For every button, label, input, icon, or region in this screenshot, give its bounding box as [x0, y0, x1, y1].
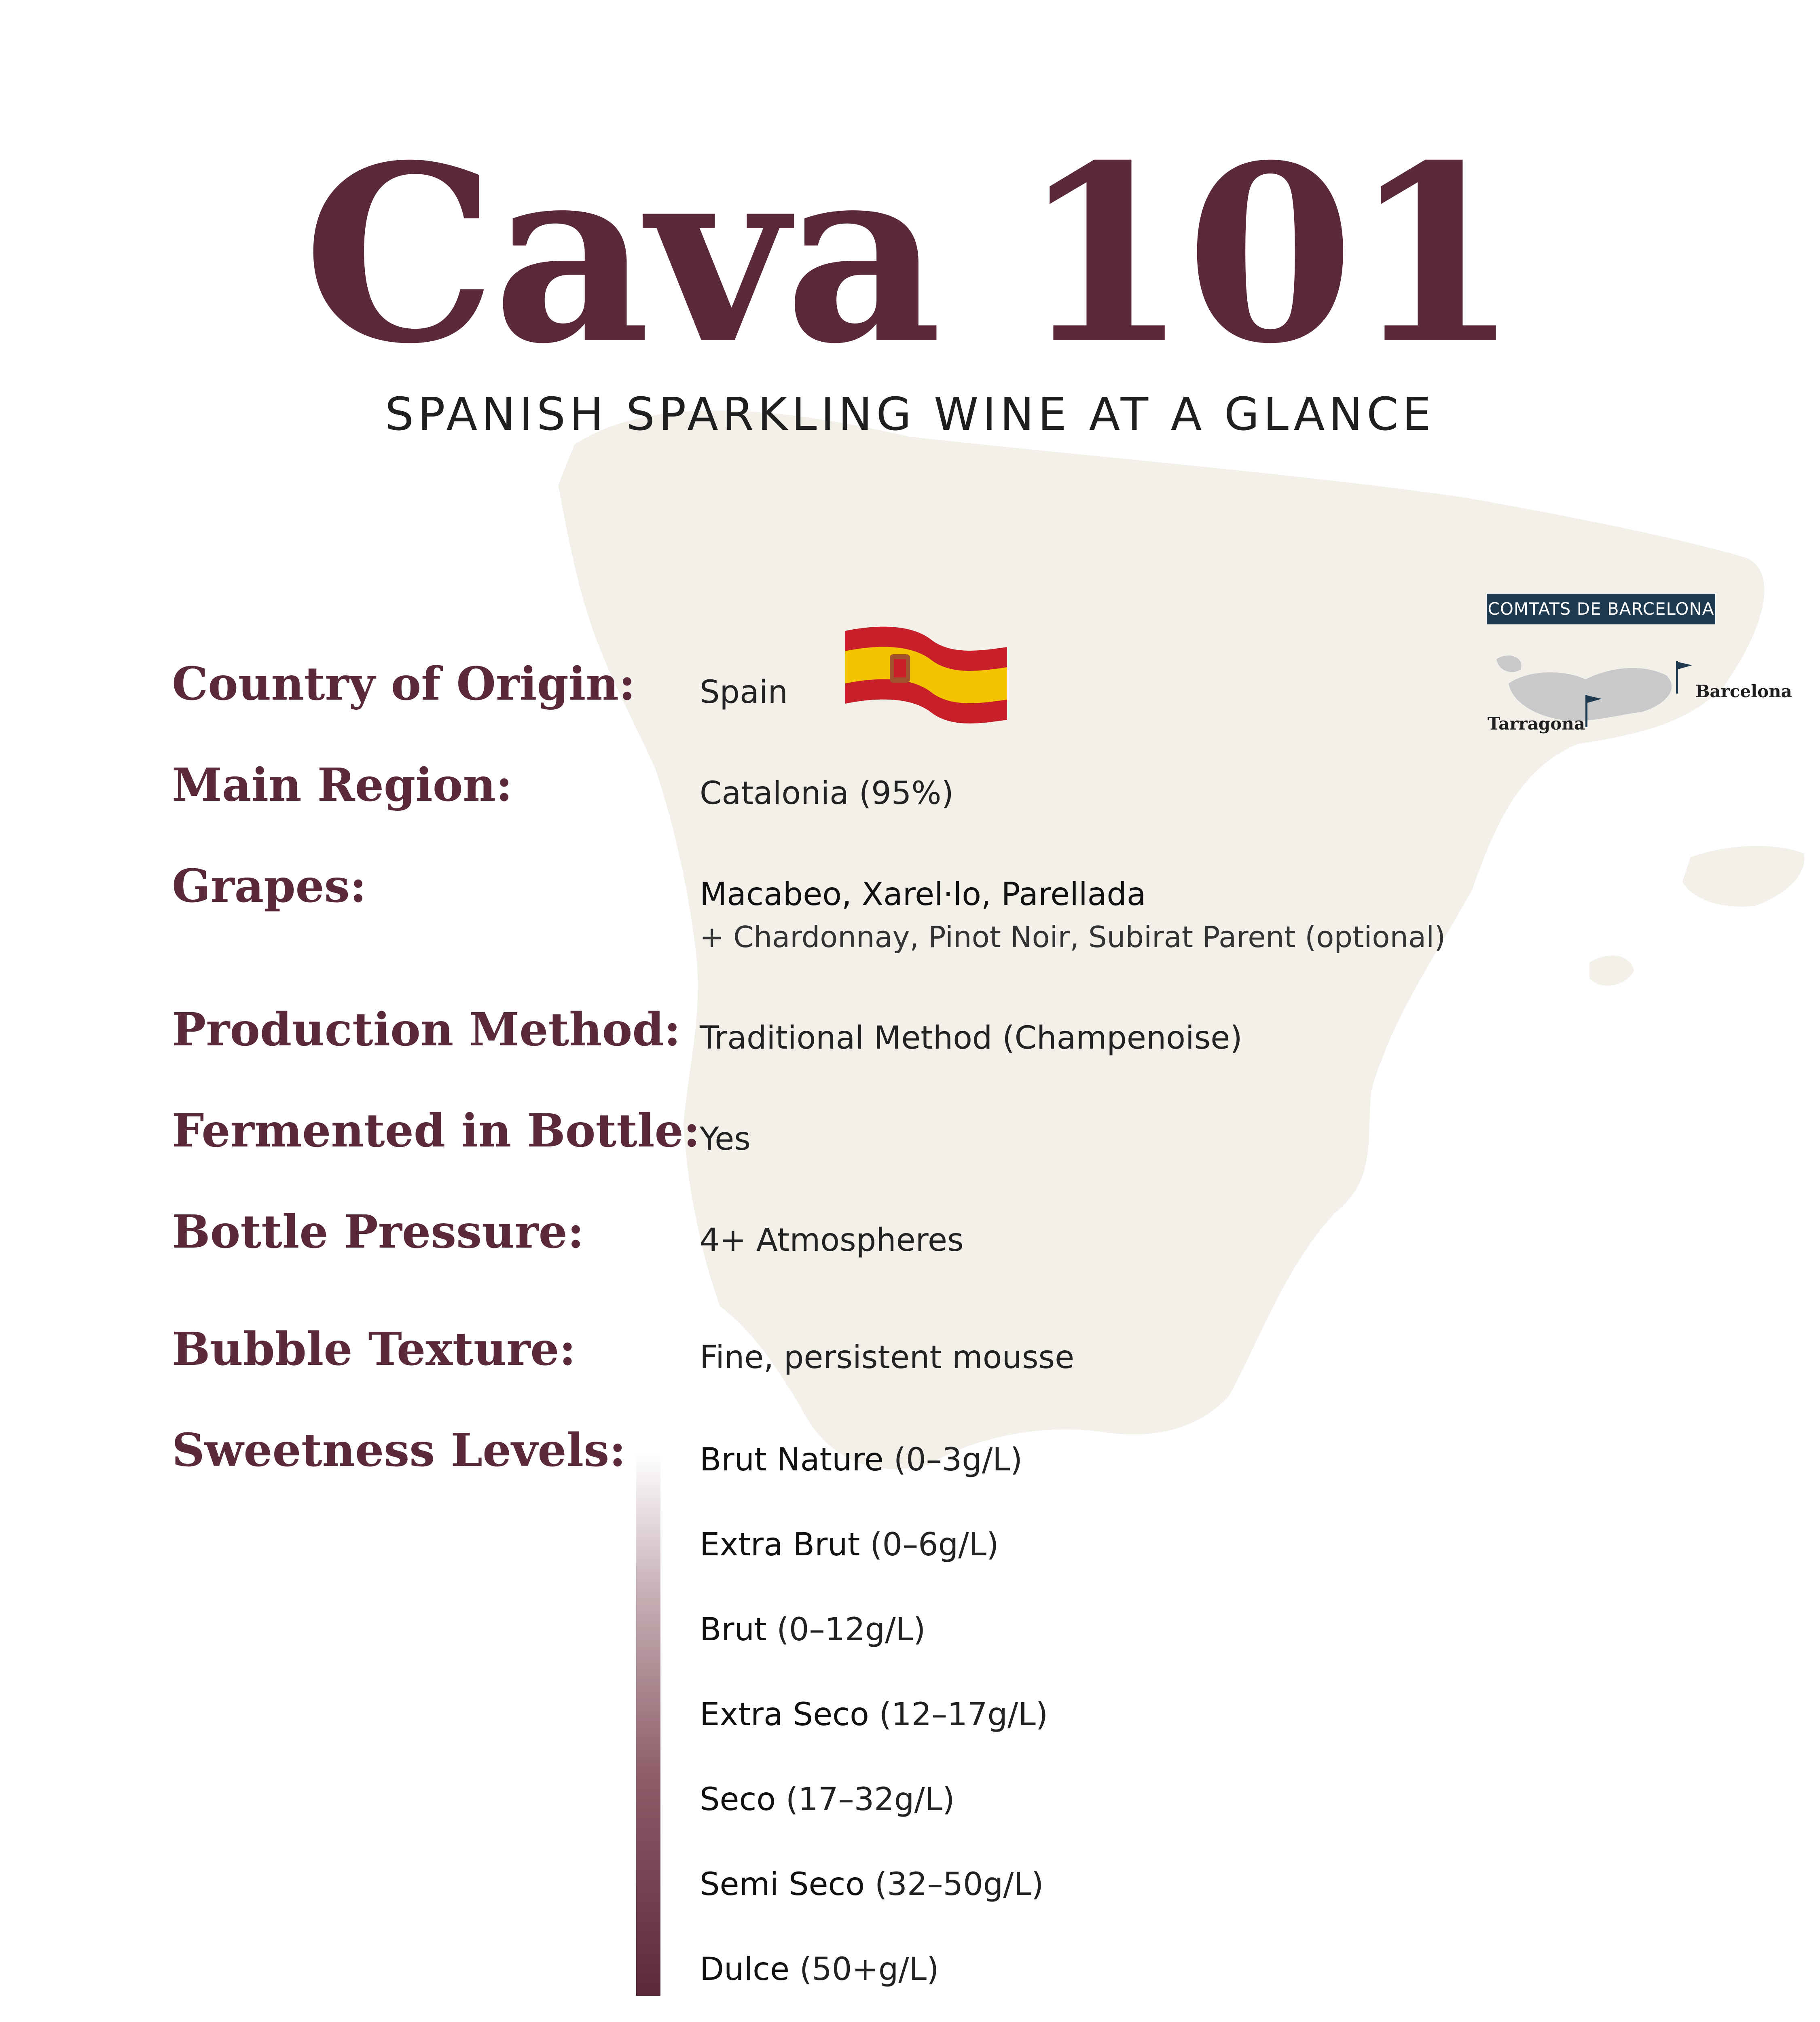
sweetness-level — [700, 1783, 955, 1817]
city-label-barcelona: Barcelona — [1695, 681, 1792, 701]
sweetness-level-name: Dulce — [700, 1951, 790, 1988]
location-flag-icon — [1584, 695, 1604, 727]
city-label-tarragona: Tarragona — [1488, 714, 1585, 734]
sweetness-level — [700, 1528, 999, 1563]
sweetness-level-range: (32–50g/L) — [874, 1866, 1044, 1903]
sweetness-level-name: Brut — [700, 1612, 767, 1648]
sweetness-level-range: (12–17g/L) — [879, 1696, 1048, 1733]
sweetness-gradient-bar — [636, 1452, 660, 1996]
fact-label-sweetness: Sweetness Levels: — [172, 1424, 626, 1477]
page-title: Cava 101 — [303, 112, 1517, 397]
region-badge: COMTATS DE BARCELONA — [1487, 594, 1715, 624]
fact-value-bubbles: Fine, persistent mousse — [700, 1339, 1075, 1376]
grapes-main: Macabeo, Xarel·lo, Parellada — [700, 876, 1146, 913]
fact-value-pressure: 4+ Atmospheres — [700, 1222, 964, 1258]
sweetness-level — [700, 1443, 1022, 1478]
fact-label-fermented: Fermented in Bottle: — [172, 1104, 700, 1157]
page-subtitle: SPANISH SPARKLING WINE AT A GLANCE — [385, 388, 1435, 441]
sweetness-level-name: Seco — [700, 1781, 776, 1818]
fact-value-fermented: Yes — [700, 1121, 751, 1157]
sweetness-level-name: Semi Seco — [700, 1866, 865, 1903]
location-flag-icon — [1674, 661, 1695, 694]
sweetness-level — [700, 1613, 925, 1648]
fact-label-production: Production Method: — [172, 1003, 681, 1056]
fact-value-country: Spain — [700, 674, 788, 711]
fact-label-grapes: Grapes: — [172, 860, 367, 913]
sweetness-level-name: Brut Nature — [700, 1442, 884, 1478]
sweetness-level-range: (0–12g/L) — [777, 1612, 926, 1648]
fact-value-region: Catalonia (95%) — [700, 775, 954, 812]
sweetness-level-range: (0–6g/L) — [870, 1527, 999, 1563]
fact-label-pressure: Bottle Pressure: — [172, 1206, 584, 1258]
fact-value-production: Traditional Method (Champenoise) — [700, 1020, 1242, 1056]
sweetness-level — [700, 1868, 1043, 1902]
sweetness-level — [700, 1698, 1048, 1732]
sweetness-level-name: Extra Brut — [700, 1527, 860, 1563]
sweetness-level-name: Extra Seco — [700, 1696, 869, 1733]
balearic-island-shape — [1682, 846, 1804, 907]
sweetness-level-range: (50+g/L) — [799, 1951, 939, 1988]
fact-value-grapes — [700, 877, 1445, 954]
sweetness-level-range: (0–3g/L) — [893, 1442, 1023, 1478]
fact-label-bubbles: Bubble Texture: — [172, 1323, 576, 1376]
fact-label-country: Country of Origin: — [172, 658, 636, 711]
sweetness-level-range: (17–32g/L) — [785, 1781, 955, 1818]
fact-label-region: Main Region: — [172, 759, 513, 812]
balearic-island-shape — [1589, 956, 1634, 986]
grapes-optional: + Chardonnay, Pinot Noir, Subirat Parent (optional) — [700, 920, 1446, 954]
spain-flag-icon — [841, 623, 1011, 740]
sweetness-level — [700, 1952, 939, 1987]
